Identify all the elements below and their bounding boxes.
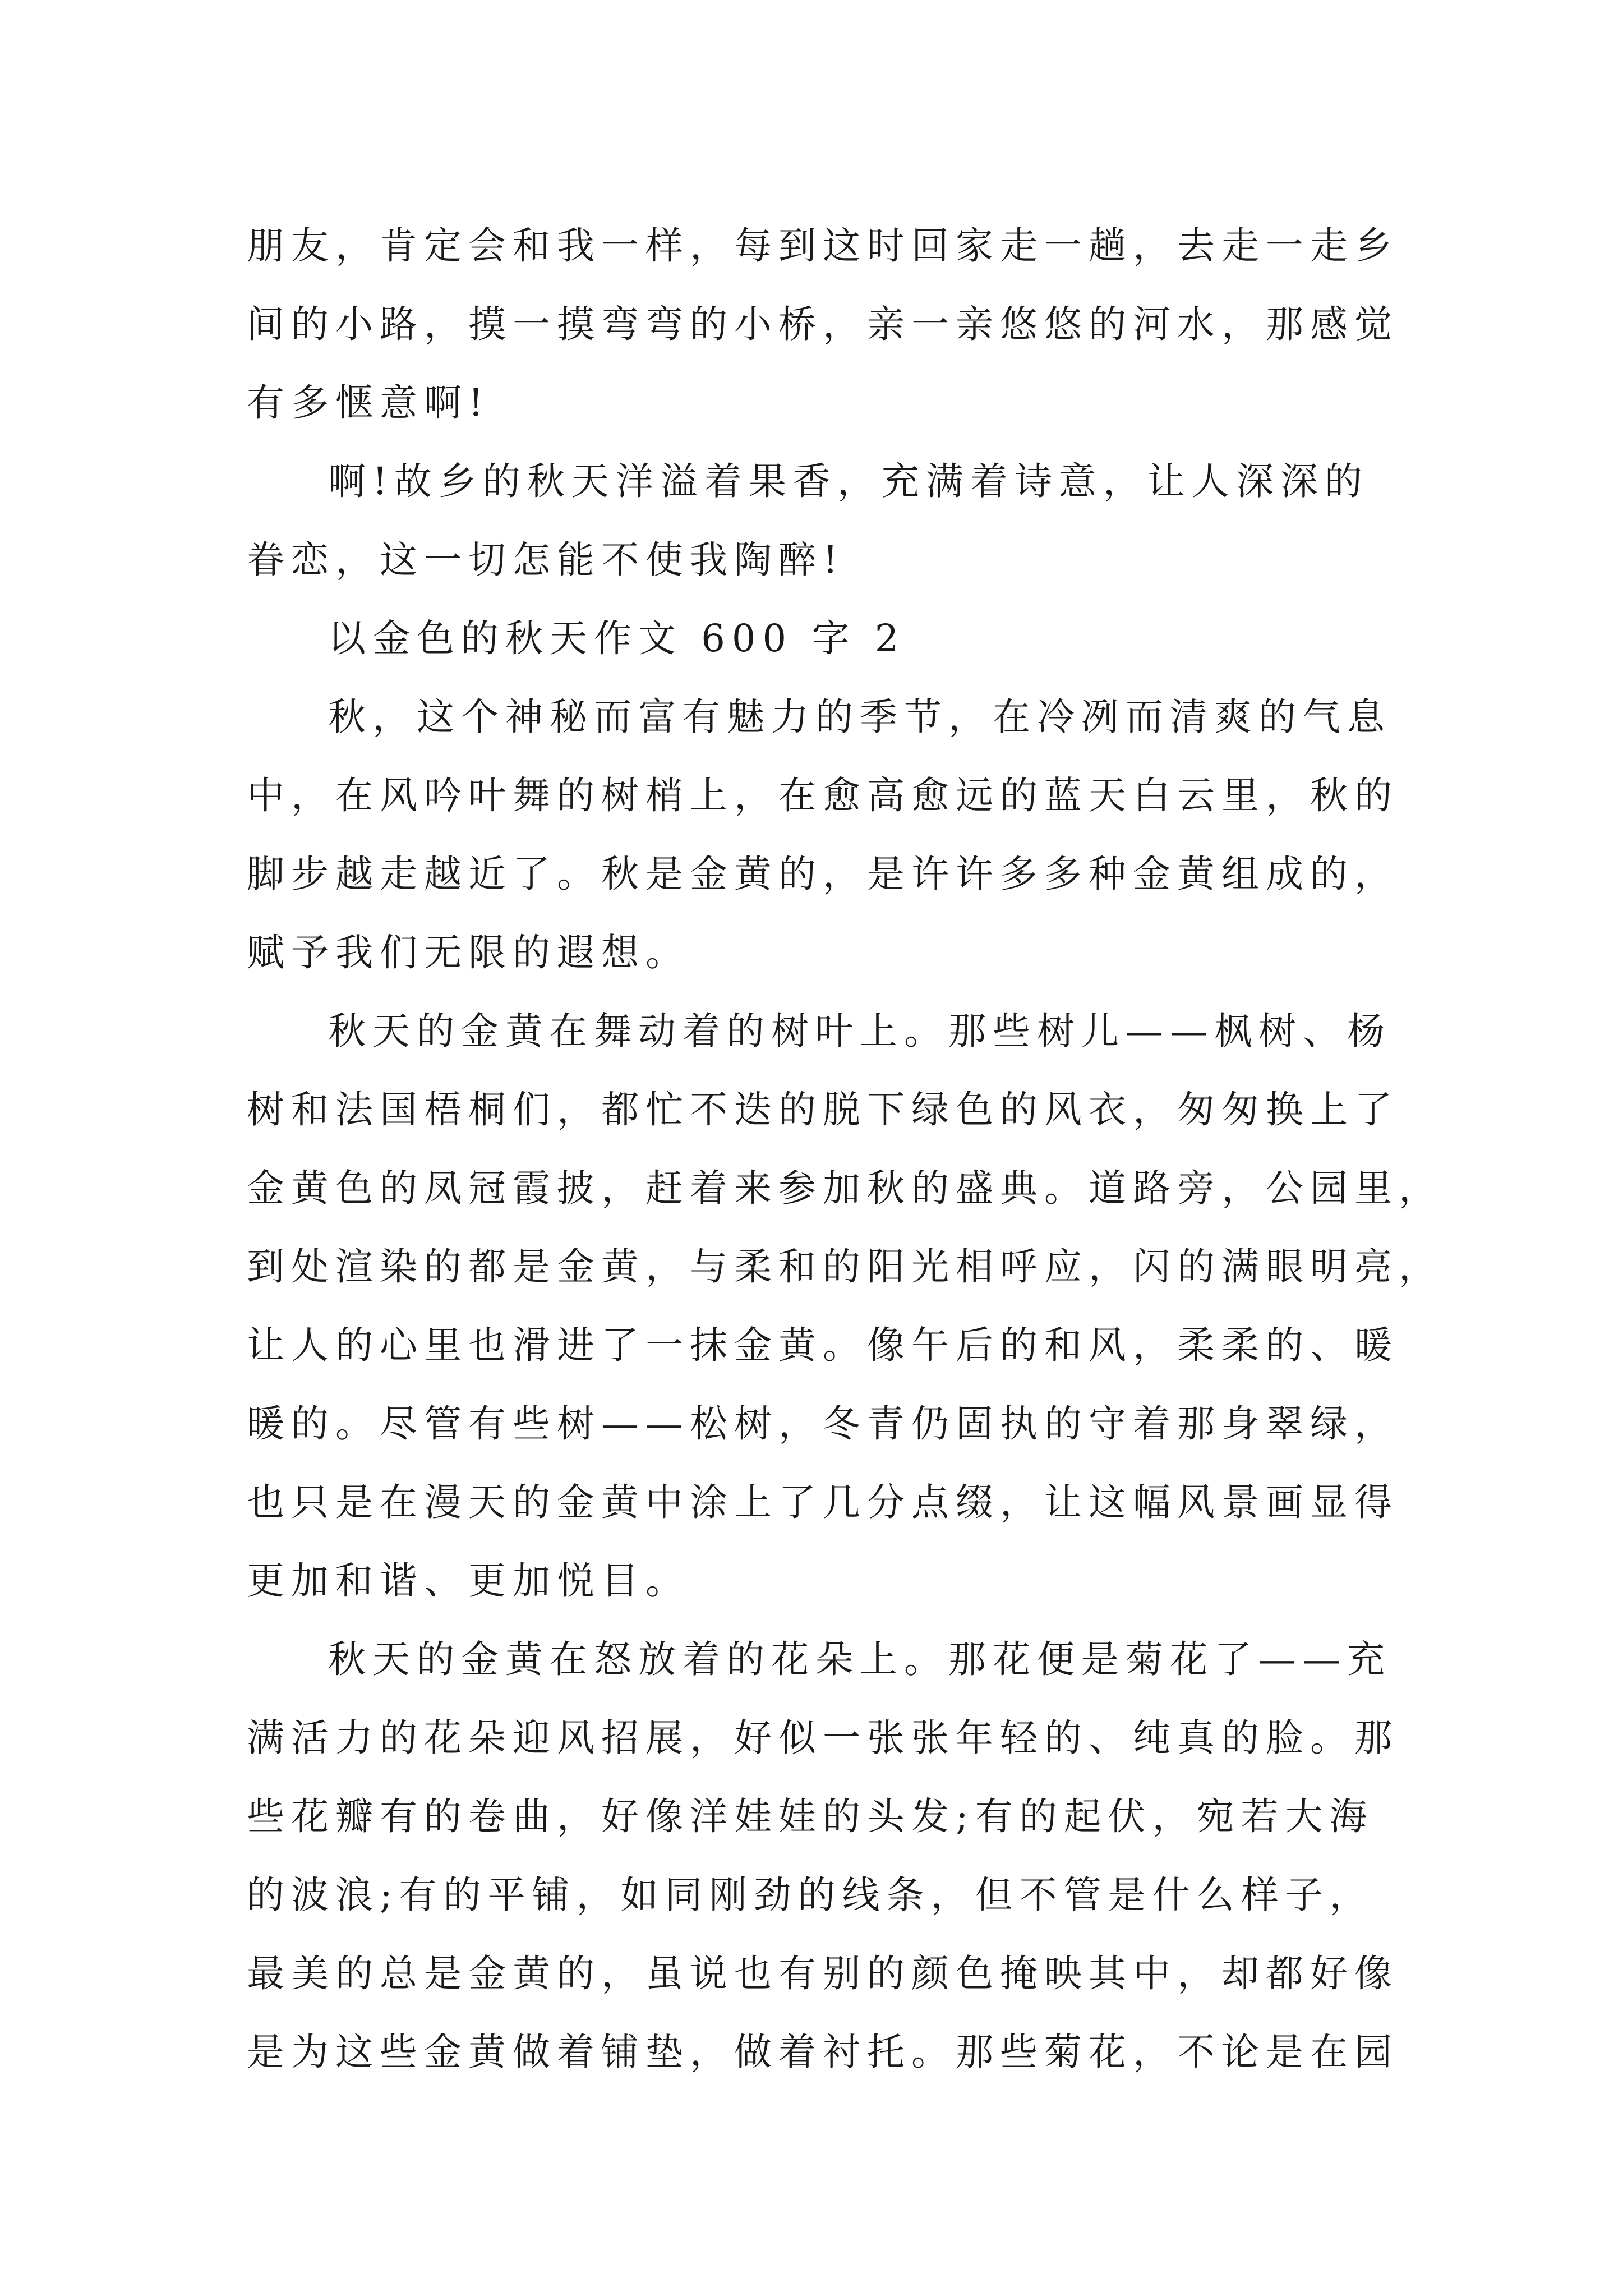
paragraph-5-line-5: 最美的总是金黄的，虽说也有别的颜色掩映其中，却都好像: [247, 1952, 1399, 1995]
paragraph-4-line-5: 让人的心里也滑进了一抹金黄。像午后的和风，柔柔的、暖: [247, 1323, 1399, 1367]
paragraph-3-line-1: 秋，这个神秘而富有魅力的季节，在冷冽而清爽的气息: [328, 695, 1391, 739]
paragraph-4-line-8: 更加和谐、更加悦目。: [247, 1559, 690, 1603]
paragraph-1-line-3: 有多惬意啊!: [247, 381, 490, 425]
paragraph-5-line-4: 的波浪;有的平铺，如同刚劲的线条，但不管是什么样子，: [247, 1873, 1374, 1917]
paragraph-4-line-6: 暖的。尽管有些树——松树，冬青仍固执的守着那身翠绿，: [247, 1402, 1399, 1446]
paragraph-1-line-2: 间的小路，摸一摸弯弯的小桥，亲一亲悠悠的河水，那感觉: [247, 302, 1399, 346]
section-heading: 以金色的秋天作文 600 字 2: [328, 616, 906, 660]
paragraph-2-line-2: 眷恋，这一切怎能不使我陶醉!: [247, 538, 845, 582]
paragraph-5-line-1: 秋天的金黄在怒放着的花朵上。那花便是菊花了——充: [328, 1637, 1391, 1681]
paragraph-4-line-3: 金黄色的凤冠霞披，赶着来参加秋的盛典。道路旁，公园里，: [247, 1166, 1443, 1210]
paragraph-2-line-1: 啊!故乡的秋天洋溢着果香，充满着诗意，让人深深的: [328, 459, 1369, 503]
paragraph-5-line-6: 是为这些金黄做着铺垫，做着衬托。那些菊花，不论是在园: [247, 2030, 1399, 2074]
paragraph-4-line-7: 也只是在漫天的金黄中涂上了几分点缀，让这幅风景画显得: [247, 1480, 1399, 1524]
paragraph-4-line-2: 树和法国梧桐们，都忙不迭的脱下绿色的风衣，匆匆换上了: [247, 1088, 1399, 1131]
paragraph-3-line-3: 脚步越走越近了。秋是金黄的，是许许多多种金黄组成的，: [247, 852, 1399, 896]
paragraph-4-line-4: 到处渲染的都是金黄，与柔和的阳光相呼应，闪的满眼明亮，: [247, 1245, 1443, 1289]
paragraph-5-line-2: 满活力的花朵迎风招展，好似一张张年轻的、纯真的脸。那: [247, 1716, 1399, 1760]
paragraph-3-line-2: 中，在风吟叶舞的树梢上，在愈高愈远的蓝天白云里，秋的: [247, 774, 1399, 817]
paragraph-3-line-4: 赋予我们无限的遐想。: [247, 931, 690, 974]
paragraph-5-line-3: 些花瓣有的卷曲，好像洋娃娃的头发;有的起伏，宛若大海: [247, 1795, 1374, 1838]
paragraph-1-line-1: 朋友，肯定会和我一样，每到这时回家走一趟，去走一走乡: [247, 224, 1399, 268]
paragraph-4-line-1: 秋天的金黄在舞动着的树叶上。那些树儿——枫树、杨: [328, 1009, 1391, 1053]
